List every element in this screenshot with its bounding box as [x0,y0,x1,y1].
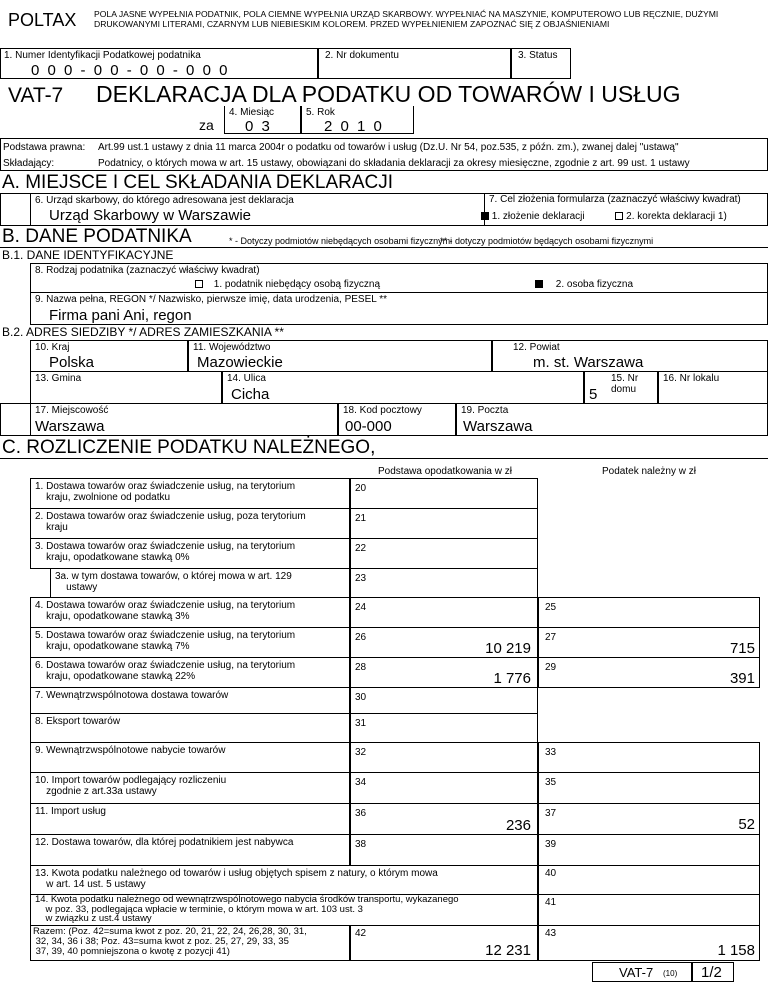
section-a-title: A. MIEJSCE I CEL SKŁADANIA DEKLARACJI [2,172,394,193]
base-amount-field[interactable] [350,834,538,866]
voivodeship-value: Mazowieckie [197,354,283,371]
status-field [511,48,571,79]
country-label: 10. Kraj [35,342,70,353]
form-heading: DEKLARACJA DLA PODATKU OD TOWARÓW I USŁUG [96,81,681,107]
tax-field-number: 37 [545,808,557,819]
header-instructions: POLA JASNE WYPEŁNIA PODATNIK, POLA CIEMNE WYPEŁNIA URZĄD SKARBOWY. WYPEŁNIAĆ NA MASZYNIE, KOMPUTEROWO LUB RĘCZNIE, DUŻYMI DRUKOWANYMI LITERAMI, CZARNYM LUB NIEBIESKIM KOLOREM. PRZED WYPEŁNIENIEM ZAPOZNAĆ SIĘ Z OBJAŚNIENIAMI [94,9,719,29]
tax-amount-field [538,687,760,714]
tax-amount-field [538,713,760,743]
row-label: 12. Dostawa towarów, dla której podatnikiem jest nabywca [35,837,294,848]
base-field-number: 24 [355,602,367,613]
legal-basis-box [0,138,768,171]
base-amount-field[interactable] [350,568,538,598]
base-amount-field[interactable] [350,627,538,658]
tax-amount-field [538,568,760,598]
total-row [30,925,350,961]
nip-value: 0 0 0 - 0 0 - 0 0 - 0 0 0 [31,62,230,79]
section-c-title: C. ROZLICZENIE PODATKU NALEŻNEGO, [2,437,376,458]
county-field[interactable] [492,340,768,372]
tax-amount-field [538,538,760,569]
voivodeship-field[interactable] [188,340,492,372]
tax-amount-field[interactable] [538,627,760,658]
gmina-field[interactable] [30,371,222,404]
city-field[interactable] [30,403,338,436]
base-amount-field[interactable] [350,772,538,804]
purpose-correction-label: 2. korekta deklaracji 1) [626,211,727,222]
flat-number-field[interactable] [658,371,768,404]
tax-field-number: 35 [545,777,557,788]
zip-code-value: 00-000 [345,418,392,435]
taxpayer-name-label: 9. Nazwa pełna, REGON */ Nazwisko, pierwsze imię, data urodzenia, PESEL ** [35,294,388,305]
voivodeship-label: 11. Województwo [193,342,271,353]
month-field[interactable] [224,106,301,134]
base-field-number: 23 [355,573,367,584]
city-value: Warszawa [35,418,105,435]
row-label: 6. Dostawa towarów oraz świadczenie usług, na terytorium kraju, opodatkowane stawką 22% [35,660,296,682]
row-label-cell [30,834,350,866]
za-label: za [199,117,214,133]
tax-field-number: 27 [545,632,557,643]
post-office-field[interactable] [456,403,768,436]
row-label-cell [30,687,350,714]
post-office-label: 19. Poczta [461,405,509,416]
tax-amount-field[interactable] [538,834,760,866]
year-value: 2 0 1 0 [324,118,384,135]
tax-field-number: 29 [545,662,557,673]
footer-page-number: 1/2 [701,964,722,981]
taxpayer-name-value: Firma pani Ani, regon [49,307,192,324]
base-field-number: 30 [355,692,367,703]
section-b-title: B. DANE PODATNIKA [2,226,192,247]
base-field-number: 20 [355,483,367,494]
base-amount-field[interactable] [350,803,538,835]
year-label: 5. Rok [306,107,335,118]
section-b-note-1: * - Dotyczy podmiotów niebędących osobami fizycznymi [229,236,453,246]
tax-amount-field[interactable] [538,772,760,804]
row-label-cell [30,478,350,509]
street-value: Cicha [231,386,270,403]
base-field-number: 32 [355,747,367,758]
footer-version: (10) [663,969,678,978]
base-amount-field[interactable] [350,742,538,773]
type-non-natural-label: 1. podatnik niebędący osobą fizyczną [213,279,381,290]
field-43[interactable] [538,925,760,961]
row-13-label: 13. Kwota podatku należnego od towarów i usług objętych spisem z natury, o którym mowa w art. 14 ust. 5 ustawy [35,868,438,890]
footer-form-code: VAT-7 [619,965,654,980]
tax-amount-field[interactable] [538,742,760,773]
base-amount-field[interactable] [350,508,538,539]
base-field-number: 38 [355,839,367,850]
col-tax-header: Podatek należny w zł [602,466,696,477]
b1-title: B.1. DANE IDENTYFIKACYJNE [2,248,174,262]
purpose-declaration-checkbox[interactable] [481,212,489,220]
base-field-number: 34 [355,777,367,788]
tax-amount-field[interactable] [538,597,760,628]
country-field[interactable] [30,340,188,372]
row-label: 11. Import usług [35,806,106,817]
row-14 [30,894,538,926]
filer-label: Składający: [3,158,55,169]
tax-field-number: 33 [545,747,557,758]
row-label: 2. Dostawa towarów oraz świadczenie usług, poza terytorium kraju [35,511,306,533]
section-b-note-2: ** - dotyczy podmiotów będących osobami fizycznymi [440,236,654,246]
year-field[interactable] [301,106,414,134]
country-value: Polska [49,354,95,371]
type-non-natural-checkbox[interactable] [195,280,203,288]
form-code: VAT-7 [8,84,64,107]
brand-logo: POLTAX [8,10,77,30]
row-label-cell [30,627,350,658]
base-amount-field[interactable] [350,538,538,569]
row-label: 5. Dostawa towarów oraz świadczenie usług, na terytorium kraju, opodatkowane stawką 7% [35,630,296,652]
row-13 [30,865,538,895]
type-natural-checkbox[interactable] [535,280,543,288]
base-amount-field[interactable] [350,713,538,743]
legal-basis-label: Podstawa prawna: [3,142,86,153]
row-label-cell [30,772,350,804]
row-label: 7. Wewnątrzwspólnotowa dostawa towarów [35,690,229,701]
purpose-field [489,194,765,222]
taxpayer-name-field[interactable] [30,292,768,325]
tax-amount-value: 52 [738,816,755,833]
tax-office-value: Urząd Skarbowy w Warszawie [49,207,251,224]
tax-amount-field [538,478,760,509]
base-field-number: 28 [355,662,367,673]
base-amount-field[interactable] [350,478,538,509]
month-label: 4. Miesiąc [229,107,275,118]
tax-field-number: 25 [545,602,557,613]
base-amount-field[interactable] [350,597,538,628]
row-14-label: 14. Kwota podatku należnego od wewnątrzwspólnotowego nabycia środków transportu, wykazanego w poz. 33, podlegająca wpłacie w terminie, o którym mowa w art. 103 ust. 3 w związku z ust.4 ustawy [35,894,459,924]
type-natural-label: 2. osoba fizyczna [555,279,634,290]
base-field-number: 31 [355,718,367,729]
zip-code-label: 18. Kod pocztowy [343,405,422,416]
field-43-value: 1 158 [717,942,755,959]
month-value: 0 3 [245,118,272,135]
street-field[interactable] [222,371,584,404]
purpose-declaration-label: 1. złożenie deklaracji [491,211,585,222]
field-40-number: 40 [545,868,557,879]
row-label-cell [50,568,350,598]
house-number-field[interactable] [584,371,658,404]
post-office-value: Warszawa [463,418,533,435]
base-field-number: 22 [355,543,367,554]
doc-number-label: 2. Nr dokumentu [325,50,399,61]
field-42[interactable] [350,925,538,961]
city-label: 17. Miejscowość [35,405,109,416]
row-label: 1. Dostawa towarów oraz świadczenie usług, na terytorium kraju, zwolnione od podatku [35,481,296,503]
tax-amount-field[interactable] [538,657,760,688]
field-41[interactable] [538,894,760,926]
tax-field-number: 39 [545,839,557,850]
gmina-label: 13. Gmina [35,373,82,384]
house-number-label: 15. Nr domu [611,373,639,395]
row-label: 8. Eksport towarów [35,716,121,727]
base-field-number: 36 [355,808,367,819]
row-label-cell [30,742,350,773]
street-label: 14. Ulica [227,373,266,384]
row-label-cell [30,657,350,688]
status-label: 3. Status [518,50,558,61]
zip-code-field[interactable] [338,403,456,436]
b2-title: B.2. ADRES SIEDZIBY */ ADRES ZAMIESZKANIA ** [2,325,284,339]
row-label-cell [30,508,350,539]
filer-text: Podatnicy, o których mowa w art. 15 ustawy, obowiązani do składania deklaracji za okresy miesięczne, zgodnie z art. 99 ust. 1 ustawy [98,158,690,169]
base-amount-field[interactable] [350,687,538,714]
row-label-cell [30,538,350,569]
row-label: 10. Import towarów podlegający rozliczeniu zgodnie z art.33a ustawy [35,775,227,797]
row-label: 3. Dostawa towarów oraz świadczenie usług, na terytorium kraju, opodatkowane stawką 0% [35,541,296,563]
total-row-label: Razem: (Poz. 42=suma kwot z poz. 20, 21, 22, 24, 26,28, 30, 31, 32, 34, 36 i 38; Poz. 43=suma kwot z poz. 25, 27, 29, 33, 35 37, 39, 40 pomniejszona o kwotę z pozycji 41) [33,926,307,957]
tax-office-field[interactable] [30,193,485,226]
row-label: 3a. w tym dostawa towarów, o której mowa w art. 129 ustawy [55,571,292,593]
field-42-number: 42 [355,928,367,939]
base-amount-field[interactable] [350,657,538,688]
house-number-value: 5 [589,386,598,403]
footer-page-box [692,962,734,982]
doc-number-field [318,48,511,79]
row-label-cell [30,597,350,628]
county-label: 12. Powiat [513,342,560,353]
tax-amount-field [538,508,760,539]
purpose-label: 7. Cel złożenia formularza (zaznaczyć właściwy kwadrat) [489,194,741,205]
field-41-number: 41 [545,897,557,908]
tax-amount-value: 391 [729,670,755,687]
field-40[interactable] [538,865,760,895]
field-42-value: 12 231 [485,942,531,959]
footer-form-box [592,962,692,982]
row-label: 9. Wewnątrzwspólnotowe nabycie towarów [35,745,226,756]
nip-field[interactable] [0,48,318,79]
purpose-correction-checkbox[interactable] [615,212,623,220]
base-amount-value: 1 776 [493,670,531,687]
tax-office-label: 6. Urząd skarbowy, do którego adresowana jest deklaracja [35,195,294,206]
tax-amount-value: 715 [729,640,755,657]
tax-amount-field[interactable] [538,803,760,835]
field-43-number: 43 [545,928,557,939]
base-amount-value: 236 [505,817,531,834]
row-label-cell [30,803,350,835]
row-label: 4. Dostawa towarów oraz świadczenie usług, na terytorium kraju, opodatkowane stawką 3% [35,600,296,622]
base-field-number: 21 [355,513,367,524]
taxpayer-type-field [30,263,768,293]
base-field-number: 26 [355,632,367,643]
legal-basis-text: Art.99 ust.1 ustawy z dnia 11 marca 2004r o podatku od towarów i usług (Dz.U. Nr 54, poz.535, z późn. zm.), zwanej dalej "ustawą" [98,142,679,153]
row-label-cell [30,713,350,743]
nip-label: 1. Numer Identyfikacji Podatkowej podatnika [4,50,201,61]
county-value: m. st. Warszawa [533,354,644,371]
flat-number-label: 16. Nr lokalu [663,373,720,384]
col-base-header: Podstawa opodatkowania w zł [378,466,512,477]
base-amount-value: 10 219 [485,640,531,657]
taxpayer-type-label: 8. Rodzaj podatnika (zaznaczyć właściwy kwadrat) [35,265,260,276]
